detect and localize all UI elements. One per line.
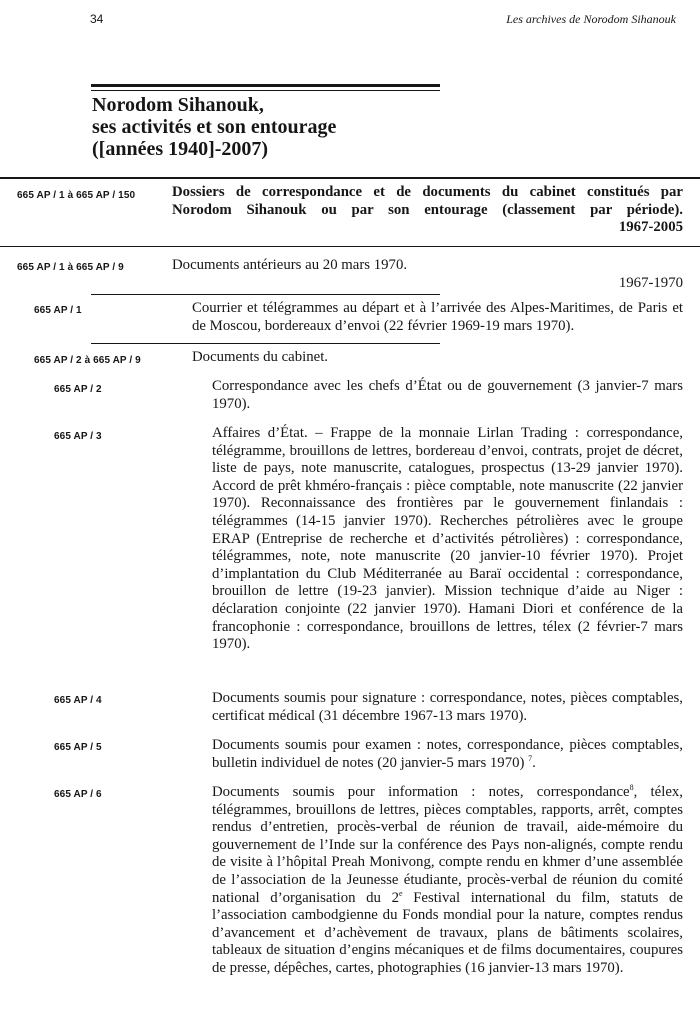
sub-entry-rule <box>91 294 440 295</box>
section-title-line-1: Norodom Sihanouk, <box>92 94 264 116</box>
main-entry-line-2: Norodom Sihanouk ou par son entourage (classement par période). <box>172 201 683 218</box>
title-rule-thin <box>91 90 440 91</box>
entry-665-2-text: Correspondance avec les chefs d’État ou de gouvernement (3 janvier-7 mars 1970). <box>212 378 683 412</box>
title-rule-thick <box>91 84 440 87</box>
entry-665-3-text: Affaires d’État. – Frappe de la monnaie Lirlan Trading : correspondance, télégramme, brouillons de lettres, bordereau d’envoi, contrats, projet de décret, liste de pays, note manuscrite, catalogues, prospectus (13-29 janvier 1970). Accord de prêt khméro-français : pièce comptable, note manuscrite (22 janvier 1970). Reconnaissance des frontières par le gouvernement finlandais : télégrammes (14-15 janvier 1970). Recherches pétrolières avec le groupe ERAP (Entreprise de recherche et d’activités pétrolières) : correspondance, télégrammes, note, note manuscrite (20 janvier-10 février 1970). Projet d’implantation du Club Méditerranée au Baraï occidental : correspondance, brouillon de lettre (19-23 janvier). Mission technique d’aide au Niger : déclaration conjointe (22 janvier 1970). Hamani Diori et conférence de la francophonie : correspondance, brouillons de lettres, télex (2 février-7 mars 1970). <box>212 425 683 653</box>
section-divider <box>0 177 700 179</box>
main-entry-line-1: Dossiers de correspondance et de documents du cabinet constitués par <box>172 184 683 200</box>
cote-665-5: 665 AP / 5 <box>54 742 102 753</box>
entry-665-4-text: Documents soumis pour signature : correspondance, notes, pièces comptables, certificat médical (31 décembre 1967-13 mars 1970). <box>212 690 683 724</box>
footnote-ref-8[interactable]: 8 <box>629 783 634 793</box>
footnote-ref-7[interactable]: 7 <box>528 753 533 763</box>
page-number: 34 <box>90 12 104 26</box>
cote-sub: 665 AP / 1 à 665 AP / 9 <box>17 262 124 273</box>
entry-divider <box>0 246 700 247</box>
main-entry-dates: 1967-2005 <box>618 219 683 236</box>
section-title-line-3: ([années 1940]-2007) <box>92 138 269 160</box>
cote-665-6: 665 AP / 6 <box>54 789 102 800</box>
sub-entry-dates: 1967-1970 <box>618 275 683 291</box>
entry-665-1-text: Courrier et télégrammes au départ et à l’arrivée des Alpes-Maritimes, de Paris et de Moscou, bordereaux d’envoi (22 février 1969-19 mars 1970). <box>192 300 683 334</box>
section-title-line-2: ses activités et son entourage <box>92 116 337 138</box>
ordinal-suffix: e <box>399 888 403 898</box>
entry-rule <box>91 343 440 344</box>
section-title <box>92 94 336 160</box>
cote-665-3: 665 AP / 3 <box>54 431 102 442</box>
entry-665-6-part-b: , télex, télégrammes, brouillons de lettres, pièces comptables, rapports, arrêt, comptes rendus d’entretien, procès-verbal de réunion de travail, aide-mémoire du gouvernement de l’Inde sur la conférence des Pays non-alignés, compte rendu de visite à l’hôpital Preah Monivong, compte rendu en khmer d’une assemblée de l’association de la Jeunesse étudiante, procès-verbal de réunion du comité national d’organisation du 2 <box>212 784 683 906</box>
main-entry <box>172 184 683 237</box>
cote-665-1: 665 AP / 1 <box>34 305 82 316</box>
entry-665-2-9-text: Documents du cabinet. <box>192 349 329 365</box>
entry-665-6-part-c: Festival international du film, statuts de l’association cambodgienne du Fonds mondial pour la nature, comptes rendus d’avancement et d’achèvement de travaux, plans de bâtiments scolaires, tableaux de situation d’engins mécaniques et de films documentaires, coupures de presse, dépêches, cartes, photographies (16 janvier-13 mars 1970). <box>212 889 683 976</box>
entry-665-6-part-a: Documents soumis pour information : notes, correspondance <box>212 784 630 800</box>
entry-665-5-text: Documents soumis pour examen : notes, correspondance, pièces comptables, bulletin individuel de notes (20 janvier-5 mars 1970) $^7$. <box>212 737 683 771</box>
entry-665-5-body: Documents soumis pour examen : notes, correspondance, pièces comptables, bulletin individuel de notes (20 janvier-5 mars 1970) <box>212 737 683 771</box>
cote-main: 665 AP / 1 à 665 AP / 150 <box>17 190 136 201</box>
cote-665-4: 665 AP / 4 <box>54 695 102 706</box>
cote-665-2-9: 665 AP / 2 à 665 AP / 9 <box>34 355 141 366</box>
entry-665-6-text <box>212 784 683 978</box>
cote-665-2: 665 AP / 2 <box>54 384 102 395</box>
running-title: Les archives de Norodom Sihanouk <box>506 12 676 26</box>
sub-entry-text: Documents antérieurs au 20 mars 1970. <box>172 257 408 273</box>
